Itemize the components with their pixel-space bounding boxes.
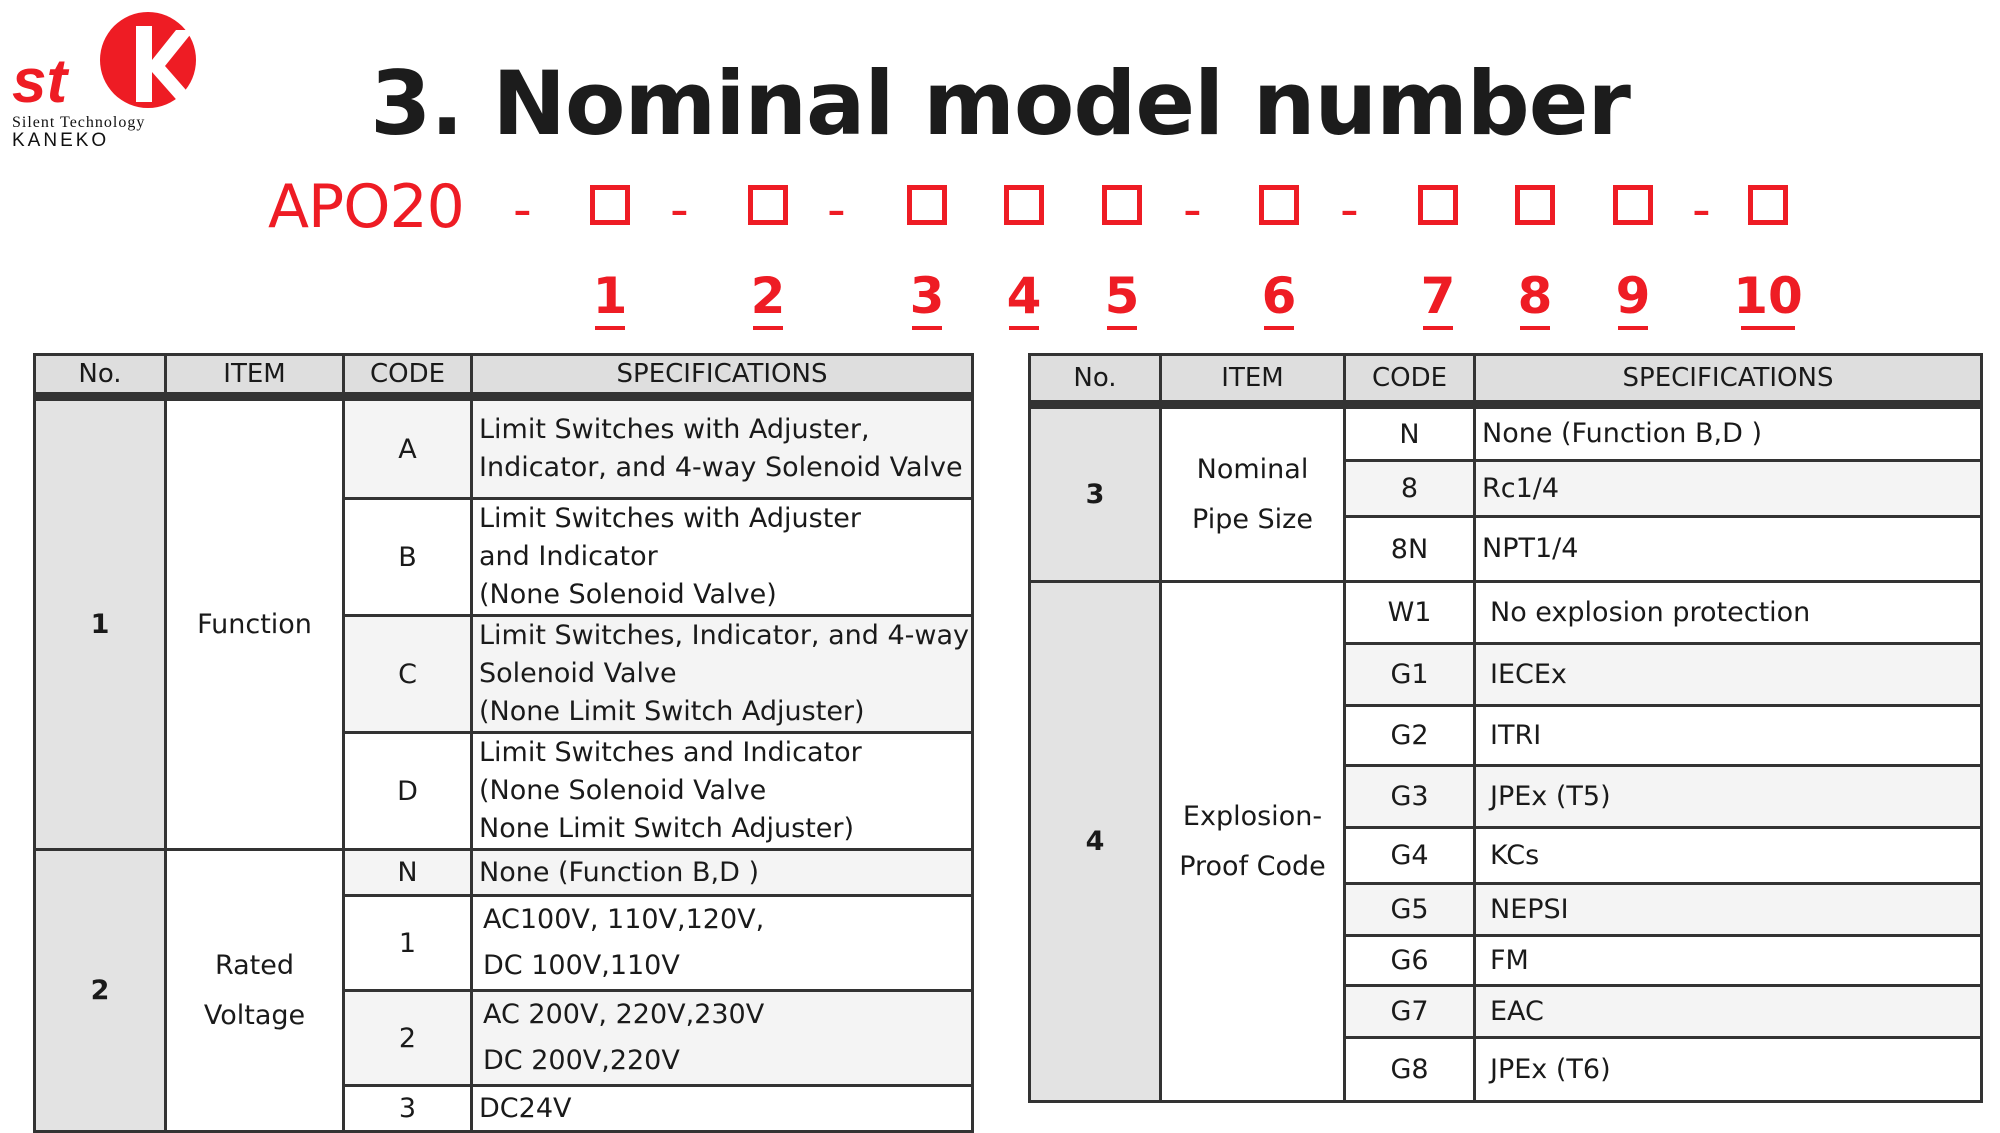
model-slot-number: 10 xyxy=(1733,267,1803,325)
model-slot-underline xyxy=(595,326,625,330)
row-item xyxy=(166,850,344,1132)
model-slot-underline xyxy=(1520,326,1550,330)
spec-line: DC 100V,110V xyxy=(483,950,680,981)
row-item xyxy=(1161,405,1345,582)
spec-line: None Limit Switch Adjuster) xyxy=(479,813,855,844)
svg-text:st: st xyxy=(12,47,68,116)
model-slot-underline xyxy=(1618,326,1648,330)
row-specification: IECEx xyxy=(1475,644,1982,706)
row-code: W1 xyxy=(1345,582,1475,644)
spec-line: and Indicator xyxy=(479,541,658,572)
model-slot-underline xyxy=(912,326,942,330)
row-specification: None (Function B,D ) xyxy=(1475,405,1982,461)
row-specification: JPEx (T5) xyxy=(1475,766,1982,828)
row-code: 8N xyxy=(1345,517,1475,582)
spec-line: DC 200V,220V xyxy=(483,1045,680,1076)
row-code: G2 xyxy=(1345,706,1475,766)
model-dash: - xyxy=(1183,180,1202,240)
model-dash: - xyxy=(670,180,689,240)
header-no: No. xyxy=(35,355,166,397)
model-slot-underline xyxy=(1264,326,1294,330)
item-line: Nominal xyxy=(1196,453,1309,485)
spec-line: (None Solenoid Valve) xyxy=(479,579,777,610)
spec-line: Limit Switches with Adjuster, xyxy=(479,414,870,445)
model-code-slots xyxy=(0,0,2000,340)
header-no: No. xyxy=(1030,355,1161,405)
row-code: G4 xyxy=(1345,828,1475,884)
model-slot-box xyxy=(1515,185,1555,225)
row-number: 1 xyxy=(35,397,166,850)
item-line: Rated xyxy=(214,949,295,981)
row-specification xyxy=(472,616,973,733)
model-dash: - xyxy=(1692,180,1711,240)
model-slot-box xyxy=(1748,185,1788,225)
model-slot-number: 6 xyxy=(1261,267,1297,325)
item-line: Voltage xyxy=(203,999,306,1031)
table-row xyxy=(35,850,973,896)
spec-line: (None Limit Switch Adjuster) xyxy=(479,696,865,727)
spec-line: DC24V xyxy=(479,1092,572,1124)
model-slot-underline xyxy=(1423,326,1453,330)
model-slot-box xyxy=(1102,185,1142,225)
row-specification: EAC xyxy=(1475,986,1982,1038)
row-specification xyxy=(472,397,973,499)
row-code: 1 xyxy=(344,896,472,991)
row-code: G3 xyxy=(1345,766,1475,828)
row-code: G5 xyxy=(1345,884,1475,936)
header-code: CODE xyxy=(344,355,472,397)
row-specification: FM xyxy=(1475,936,1982,986)
spec-line: AC 200V, 220V,230V xyxy=(483,999,765,1030)
row-code: G1 xyxy=(1345,644,1475,706)
model-slot-box xyxy=(907,185,947,225)
spec-line: Limit Switches with Adjuster xyxy=(479,503,862,534)
page-title: 3. Nominal model number xyxy=(370,52,1630,155)
row-code: A xyxy=(344,397,472,499)
model-slot-underline xyxy=(1107,326,1137,330)
model-slot-number: 2 xyxy=(750,267,786,325)
row-specification xyxy=(472,733,973,850)
row-code: G8 xyxy=(1345,1038,1475,1102)
spec-line: Limit Switches and Indicator xyxy=(479,737,862,768)
table-row xyxy=(1030,582,1982,644)
row-specification: No explosion protection xyxy=(1475,582,1982,644)
row-code: G6 xyxy=(1345,936,1475,986)
row-specification xyxy=(472,896,973,991)
model-slot-number: 7 xyxy=(1420,267,1456,325)
spec-line: Solenoid Valve xyxy=(479,658,677,689)
model-dash: - xyxy=(513,180,532,240)
logo-tagline: Silent Technology xyxy=(12,114,146,131)
model-slot-number: 1 xyxy=(592,267,628,325)
row-specification: ITRI xyxy=(1475,706,1982,766)
model-slot-box xyxy=(1004,185,1044,225)
row-code: G7 xyxy=(1345,986,1475,1038)
item-line: Pipe Size xyxy=(1192,503,1313,535)
model-slot-box xyxy=(1613,185,1653,225)
spec-line: AC100V, 110V,120V, xyxy=(483,904,765,935)
model-slot-underline xyxy=(1741,326,1795,330)
model-slot-number: 8 xyxy=(1517,267,1553,325)
model-slot-box xyxy=(1418,185,1458,225)
row-specification: JPEx (T6) xyxy=(1475,1038,1982,1102)
row-specification xyxy=(472,850,973,896)
header-specifications: SPECIFICATIONS xyxy=(1475,355,1982,405)
row-specification: Rc1/4 xyxy=(1475,461,1982,517)
row-number: 3 xyxy=(1030,405,1161,582)
model-slot-box xyxy=(1259,185,1299,225)
logo-company: KANEKO xyxy=(12,130,110,151)
spec-line: None (Function B,D ) xyxy=(479,856,759,888)
model-slot-box xyxy=(590,185,630,225)
row-code: 3 xyxy=(344,1086,472,1132)
model-slot-number: 4 xyxy=(1006,267,1042,325)
header-specifications: SPECIFICATIONS xyxy=(472,355,973,397)
row-specification: NPT1/4 xyxy=(1475,517,1982,582)
model-dash: - xyxy=(1340,180,1359,240)
table-row xyxy=(35,397,973,499)
spec-line: Limit Switches, Indicator, and 4-way xyxy=(479,620,970,651)
row-code: D xyxy=(344,733,472,850)
spec-line: Indicator, and 4-way Solenoid Valve xyxy=(479,452,963,483)
row-code: B xyxy=(344,499,472,616)
row-item: Function xyxy=(166,397,344,850)
model-dash: - xyxy=(827,180,846,240)
model-slot-number: 3 xyxy=(909,267,945,325)
model-slot-underline xyxy=(753,326,783,330)
item-line: Explosion- xyxy=(1182,800,1323,832)
model-prefix: APO20 xyxy=(268,172,464,242)
model-slot-underline xyxy=(1009,326,1039,330)
header-item: ITEM xyxy=(166,355,344,397)
spec-table-left xyxy=(33,353,974,1133)
model-slot-box xyxy=(748,185,788,225)
table-row xyxy=(1030,405,1982,461)
row-code: 8 xyxy=(1345,461,1475,517)
row-code: N xyxy=(344,850,472,896)
model-slot-number: 5 xyxy=(1104,267,1140,325)
row-code: 2 xyxy=(344,991,472,1086)
spec-table-right xyxy=(1028,353,1983,1103)
row-specification xyxy=(472,991,973,1086)
row-number: 4 xyxy=(1030,582,1161,1102)
header-code: CODE xyxy=(1345,355,1475,405)
row-specification: NEPSI xyxy=(1475,884,1982,936)
row-specification xyxy=(472,499,973,616)
header-item: ITEM xyxy=(1161,355,1345,405)
item-line: Proof Code xyxy=(1179,850,1326,882)
row-code: N xyxy=(1345,405,1475,461)
row-item xyxy=(1161,582,1345,1102)
row-number: 2 xyxy=(35,850,166,1132)
row-code: C xyxy=(344,616,472,733)
row-specification: KCs xyxy=(1475,828,1982,884)
spec-line: (None Solenoid Valve xyxy=(479,775,767,806)
model-slot-number: 9 xyxy=(1615,267,1651,325)
